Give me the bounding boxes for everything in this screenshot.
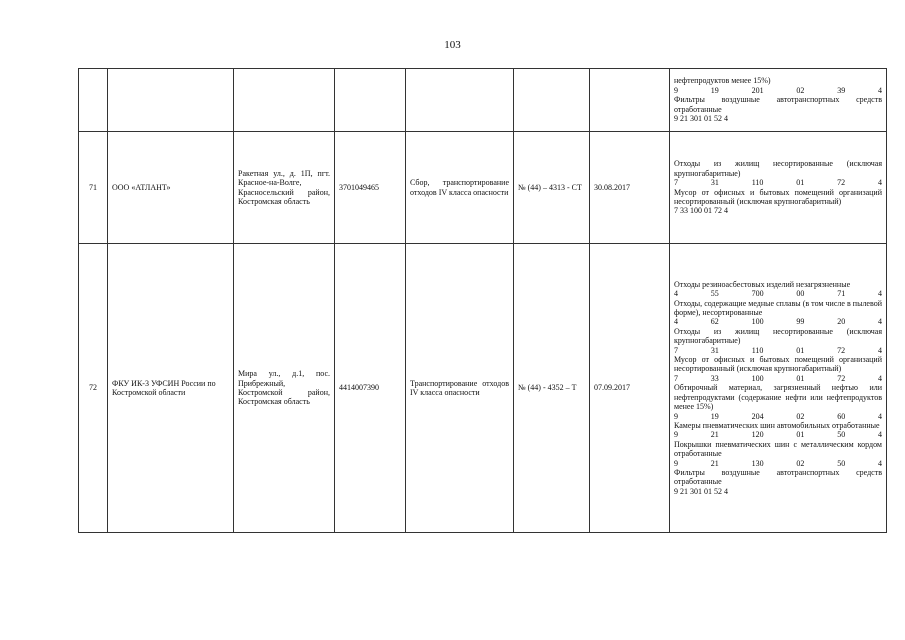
- waste-code-part: 110: [751, 178, 764, 188]
- waste-code-part: 72: [837, 345, 846, 355]
- waste-code: [674, 289, 882, 298]
- license-date: [590, 69, 670, 132]
- waste-code-part: 01: [796, 178, 805, 188]
- organization-name: [108, 69, 234, 132]
- organization-address: Ракетная ул., д. 1П, пгт. Красное-на-Волге, Красносельский район, Костромская область: [234, 132, 335, 244]
- waste-code: [674, 86, 882, 95]
- waste-code-part: 21: [710, 458, 719, 468]
- license-number: [514, 69, 590, 132]
- table-row: [79, 244, 887, 533]
- waste-code-part: 201: [751, 85, 764, 95]
- waste-code-part: 01: [796, 345, 805, 355]
- waste-code-part: 4: [877, 289, 882, 299]
- activity-type: [406, 69, 514, 132]
- waste-code-part: 72: [837, 178, 846, 188]
- waste-code-part: 71: [837, 289, 846, 299]
- waste-description: нефтепродуктов менее 15%): [674, 76, 771, 86]
- waste-code-part: 9: [674, 430, 678, 440]
- waste-code-part: 31: [710, 178, 719, 188]
- waste-types-cell: [670, 69, 887, 132]
- waste-code-part: 7: [674, 345, 678, 355]
- waste-code: [674, 459, 882, 468]
- waste-code-part: 39: [837, 85, 846, 95]
- waste-code-part: 4: [878, 345, 882, 355]
- waste-code-part: 4: [877, 85, 882, 95]
- waste-description: Отходы резиноасбестовых изделий незагрязненные: [674, 279, 851, 289]
- waste-code: [674, 412, 882, 421]
- inn-number: 3701049465: [335, 132, 406, 244]
- waste-description: 9 21 301 01 52 4: [674, 114, 728, 124]
- waste-code-part: 31: [710, 345, 719, 355]
- waste-code-part: 4: [877, 373, 882, 383]
- waste-code-part: 4: [877, 411, 882, 421]
- row-number: 71: [79, 132, 108, 244]
- waste-code-part: 01: [796, 373, 805, 383]
- waste-code-part: 00: [796, 289, 805, 299]
- waste-description: Камеры пневматических шин автомобильных отработанные: [674, 420, 880, 430]
- waste-code-part: 50: [837, 458, 846, 468]
- waste-code-part: 4: [877, 430, 882, 440]
- waste-code-part: 60: [837, 411, 846, 421]
- waste-code-part: 4: [674, 289, 678, 299]
- waste-description: Отходы, содержащие медные сплавы (в том числе в пылевой форме), несортированные: [674, 298, 882, 318]
- waste-code-part: 55: [710, 289, 719, 299]
- waste-code-part: 204: [751, 411, 764, 421]
- waste-code-part: 72: [837, 373, 846, 383]
- waste-code-part: 4: [877, 458, 882, 468]
- waste-code-part: 20: [837, 317, 846, 327]
- license-number: № (44) – 4313 - СТ: [514, 132, 590, 244]
- waste-code-part: 02: [796, 411, 805, 421]
- waste-code-part: 33: [710, 373, 719, 383]
- waste-code-part: 4: [674, 317, 678, 327]
- waste-code: [674, 346, 882, 355]
- waste-code-part: 50: [837, 430, 846, 440]
- license-date: 30.08.2017: [590, 132, 670, 244]
- waste-code-part: 4: [878, 178, 882, 188]
- organization-name: ООО «АТЛАНТ»: [108, 132, 234, 244]
- waste-description: Обтирочный материал, загрязненный нефтью или нефтепродуктами (содержание нефти или нефтепродуктов менее 15%): [674, 383, 882, 412]
- table-row: [79, 132, 887, 244]
- waste-code-part: 120: [751, 430, 764, 440]
- row-number: [79, 69, 108, 132]
- waste-description: Мусор от офисных и бытовых помещений организаций несортированный (исключая крупногабаритный): [674, 187, 882, 206]
- waste-code-part: 19: [710, 85, 719, 95]
- waste-description: Отходы из жилищ несортированные (исключая крупногабаритные): [674, 326, 882, 346]
- waste-description: 9 21 301 01 52 4: [674, 486, 728, 496]
- waste-code-part: 9: [674, 85, 678, 95]
- organization-address: Мира ул., д.1, пос. Прибрежный, Костромской район, Костромская область: [234, 244, 335, 533]
- license-number: № (44) - 4352 – Т: [514, 244, 590, 533]
- waste-code-part: 4: [877, 317, 882, 327]
- waste-types-cell: [670, 132, 887, 244]
- waste-code-part: 19: [710, 411, 719, 421]
- inn-number: [335, 69, 406, 132]
- inn-number: 4414007390: [335, 244, 406, 533]
- activity-type: Сбор, транспортирование отходов IV класса опасности: [406, 132, 514, 244]
- waste-description: Покрышки пневматических шин с металлическим кордом отработанные: [674, 439, 882, 459]
- waste-code-part: 02: [796, 85, 805, 95]
- waste-code: [674, 430, 882, 439]
- waste-description: 7 33 100 01 72 4: [674, 206, 728, 216]
- waste-code: [674, 178, 882, 187]
- waste-code-part: 9: [674, 458, 678, 468]
- organization-name: ФКУ ИК-3 УФСИН России по Костромской области: [108, 244, 234, 533]
- waste-code-part: 100: [751, 373, 764, 383]
- waste-description: Фильтры воздушные автотранспортных средств отработанные: [674, 95, 882, 114]
- waste-description: Отходы из жилищ несортированные (исключая крупногабаритные): [674, 159, 882, 178]
- activity-type: Транспортирование отходов IV класса опасности: [406, 244, 514, 533]
- license-register-table: [78, 68, 887, 533]
- waste-code-part: 130: [751, 458, 764, 468]
- organization-address: [234, 69, 335, 132]
- waste-code-part: 7: [674, 373, 678, 383]
- waste-code-part: 110: [751, 345, 764, 355]
- waste-code-part: 01: [796, 430, 805, 440]
- waste-code: [674, 374, 882, 383]
- page-number: 103: [444, 39, 461, 51]
- waste-code-part: 02: [796, 458, 805, 468]
- waste-description: Фильтры воздушные автотранспортных средств отработанные: [674, 467, 882, 487]
- waste-code-part: 21: [710, 430, 719, 440]
- waste-code-part: 9: [674, 411, 678, 421]
- waste-types-cell: [670, 244, 887, 533]
- waste-code-part: 700: [751, 289, 764, 299]
- waste-description: Мусор от офисных и бытовых помещений организаций несортированный (исключая крупногабаритный): [674, 355, 882, 374]
- license-date: 07.09.2017: [590, 244, 670, 533]
- waste-code: [674, 317, 882, 326]
- waste-code-part: 62: [710, 317, 719, 327]
- waste-code-part: 99: [796, 317, 805, 327]
- table-row: [79, 69, 887, 132]
- waste-code-part: 100: [751, 317, 764, 327]
- row-number: 72: [79, 244, 108, 533]
- waste-code-part: 7: [674, 178, 678, 188]
